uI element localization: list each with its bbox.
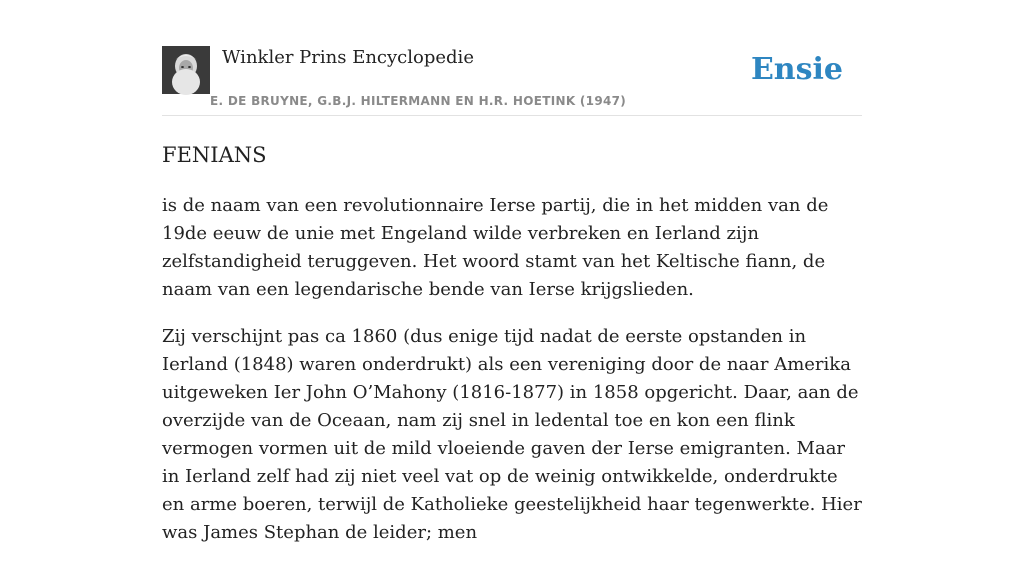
author-avatar [162,46,210,94]
ensie-logo-link[interactable]: Ensie [750,52,843,87]
source-title[interactable]: Winkler Prins Encyclopedie [222,47,474,68]
source-header [162,46,862,116]
author-portrait-icon [162,46,210,94]
article-paragraph: Zij verschijnt pas ca 1860 (dus enige tijd nadat de eerste opstanden in Ierland (1848) waren onderdrukt) als een vereniging door de naar Amerika uitgeweken Ier John O’Mahony (1816-1877) in 1858 opgericht. Daar, aan de overzijde van de Oceaan, nam zij snel in ledental toe en kon een flink vermogen vormen uit de mild vloeiende gaven der Ierse emigranten. Maar in Ierland zelf had zij niet veel vat op de weinig ontwikkelde, onderdrukte en arme boeren, terwijl de Katholieke geestelijkheid haar tegenwerkte. Hier was James Stephan de leider; men [162,326,862,543]
source-authors: E. DE BRUYNE, G.B.J. HILTERMANN EN H.R. HOETINK (1947) [210,94,627,108]
article-title: FENIANS [162,143,267,167]
article-paragraph: is de naam van een revolutionnaire Ierse partij, die in het midden van de 19de eeuw de unie met Engeland wilde verbreken en Ierland zijn zelfstandigheid teruggeven. Het woord stamt van het Keltische fiann, de naam van een legendarische bende van Ierse krijgslieden. [162,195,829,300]
article-body [162,192,862,566]
